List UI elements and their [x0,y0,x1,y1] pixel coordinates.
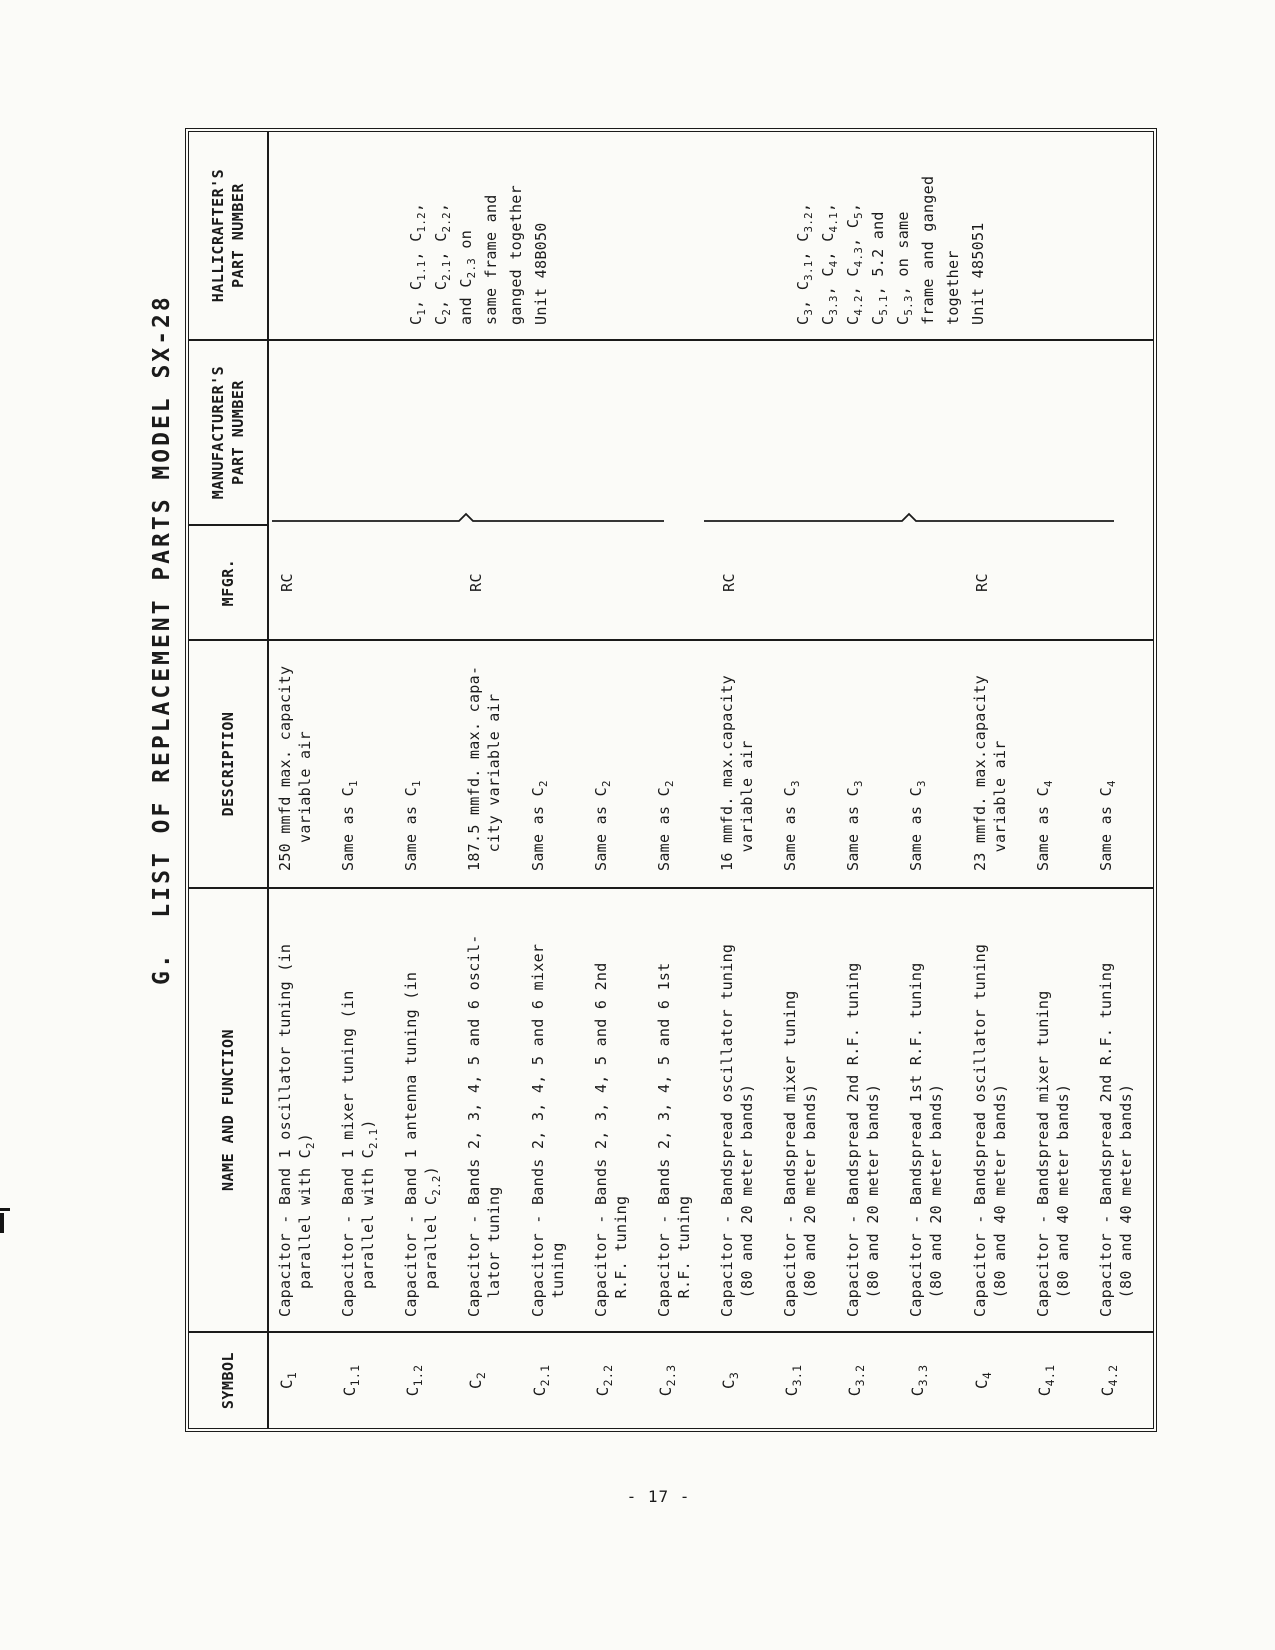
description-cell: Same as $C_2$ [528,780,550,871]
table-header-row [189,132,269,1428]
description-cell: 250 mmfd max. capacity variable air [276,665,314,871]
header-manufacturers-part-number: MANUFACTURER'S PART NUMBER [189,341,267,526]
symbol-cell: $C_{3.1}$ [782,1364,805,1397]
symbol-cell: $C_{4.1}$ [1034,1364,1057,1397]
rotated-table-area [148,128,1160,1432]
description-cell: Same as $C_3$ [844,780,866,871]
mfgr-cell [585,526,648,639]
name-cell: Capacitor - Bandspread oscillator tuning (80 and 40 meter bands) [970,943,1009,1317]
hallicrafters-note: $C_1$, $C_{1.1}$, $C_{1.2}$, $C_2$, $C_{2.1}$, $C_{2.2}$, and $C_{2.3}$ on same frame and ganged together Unit 48B050 [407,185,550,325]
column-hallicrafters-part-number [269,132,1153,341]
name-cell: Capacitor - Bandspread mixer tuning (80 and 40 meter bands) [1033,990,1072,1317]
mfgr-cell [837,526,900,639]
symbol-cell: $C_{1.1}$ [340,1364,363,1397]
scan-artifact [0,1213,4,1233]
description-cell: Same as $C_2$ [654,780,676,871]
scan-artifact [0,1208,10,1211]
name-cell: Capacitor - Band 1 mixer tuning (in parallel with $C_{2.1}$) [339,990,381,1317]
description-cell: Same as $C_4$ [1033,780,1055,871]
mfgr-cell [332,526,395,639]
header-hallicrafters-part-number: HALLICRAFTER'S PART NUMBER [189,132,267,341]
symbol-cell: $C_{2.3}$ [655,1364,679,1397]
header-mfgr: MFGR. [189,526,267,641]
mfgr-cell: RC [972,573,991,592]
table-body [269,132,1153,1428]
name-cell: Capacitor - Bands 2, 3, 4, 5 and 6 1st R.F. tuning [654,962,693,1317]
column-name-and-function [269,889,1153,1333]
description-cell: 187.5 mmfd. max. capa- city variable air [465,665,504,871]
description-cell: Same as $C_3$ [907,780,929,871]
name-cell: Capacitor - Bandspread 2nd R.F. tuning (80 and 40 meter bands) [1096,962,1135,1317]
symbol-cell: $C_2$ [466,1371,489,1390]
column-manufacturers-part-number [269,341,1153,526]
symbol-cell: $C_{2.1}$ [529,1364,552,1397]
group-brace-marks [269,512,1161,528]
name-cell: Capacitor - Bands 2, 3, 4, 5 and 6 2nd R.F. tuning [591,962,630,1317]
mfgr-cell [1027,526,1090,639]
description-cell: Same as $C_3$ [781,780,803,871]
mfgr-cell [900,526,963,639]
name-cell: Capacitor - Bandspread 2nd R.F. tuning (80 and 20 meter bands) [844,962,883,1317]
name-cell: Capacitor - Band 1 oscillator tuning (in parallel with $C_2$) [276,943,317,1317]
symbol-cell: $C_{1.2}$ [403,1364,426,1397]
symbol-cell: $C_{4.2}$ [1097,1364,1121,1397]
page-number: - 17 - [626,1487,691,1506]
description-cell: Same as $C_4$ [1096,780,1118,871]
symbol-cell: $C_4$ [971,1371,994,1390]
description-cell: Same as $C_2$ [591,780,613,871]
mfgr-cell: RC [719,573,738,592]
mfgr-cell: RC [278,573,296,592]
description-cell: 16 mmfd. max.capacity variable air [717,675,756,871]
mfgr-cell [1090,526,1153,639]
symbol-cell: $C_{3.2}$ [845,1364,868,1397]
parts-table [185,128,1157,1432]
name-cell: Capacitor - Bands 2, 3, 4, 5 and 6 mixer tuning [528,943,567,1317]
symbol-cell: $C_1$ [277,1371,300,1390]
mfgr-cell [522,526,585,639]
name-cell: Capacitor - Bands 2, 3, 4, 5 and 6 oscil- lator tuning [465,934,504,1317]
mfgr-cell: RC [467,573,486,592]
column-mfgr [269,526,1153,641]
column-symbol [269,1333,1153,1428]
hallicrafters-note: $C_3$, $C_{3.1}$, $C_{3.2}$, $C_{3.3}$, $C_4$, $C_{4.1}$, $C_{4.2}$, $C_{4.3}$, $C_5$, $C_{5.1}$, 5.2 and $C_{5.3}$, on same frame and ganged together Unit 485051 [794,175,987,325]
name-cell: Capacitor - Bandspread 1st R.F. tuning (80 and 20 meter bands) [907,962,946,1317]
name-cell: Capacitor - Bandspread oscillator tuning (80 and 20 meter bands) [717,943,756,1317]
symbol-cell: $C_{3.3}$ [908,1364,931,1397]
header-symbol: SYMBOL [219,1351,237,1410]
description-cell: 23 mmfd. max.capacity variable air [970,675,1009,871]
mfgr-cell [395,526,458,639]
description-cell: Same as $C_1$ [339,780,361,871]
symbol-cell: $C_3$ [718,1371,742,1390]
header-description: DESCRIPTION [189,641,267,889]
name-cell: Capacitor - Bandspread mixer tuning (80 and 20 meter bands) [781,990,820,1317]
symbol-cell: $C_{2.2}$ [592,1364,615,1397]
header-name-and-function: NAME AND FUNCTION [189,889,267,1333]
name-cell: Capacitor - Band 1 antenna tuning (in parallel $C_{2.2}$) [402,971,444,1317]
section-title: G. LIST OF REPLACEMENT PARTS MODEL SX-28 [149,294,175,985]
description-cell: Same as $C_1$ [402,780,424,871]
column-description [269,641,1153,889]
mfgr-cell [774,526,837,639]
mfgr-cell [648,526,711,639]
